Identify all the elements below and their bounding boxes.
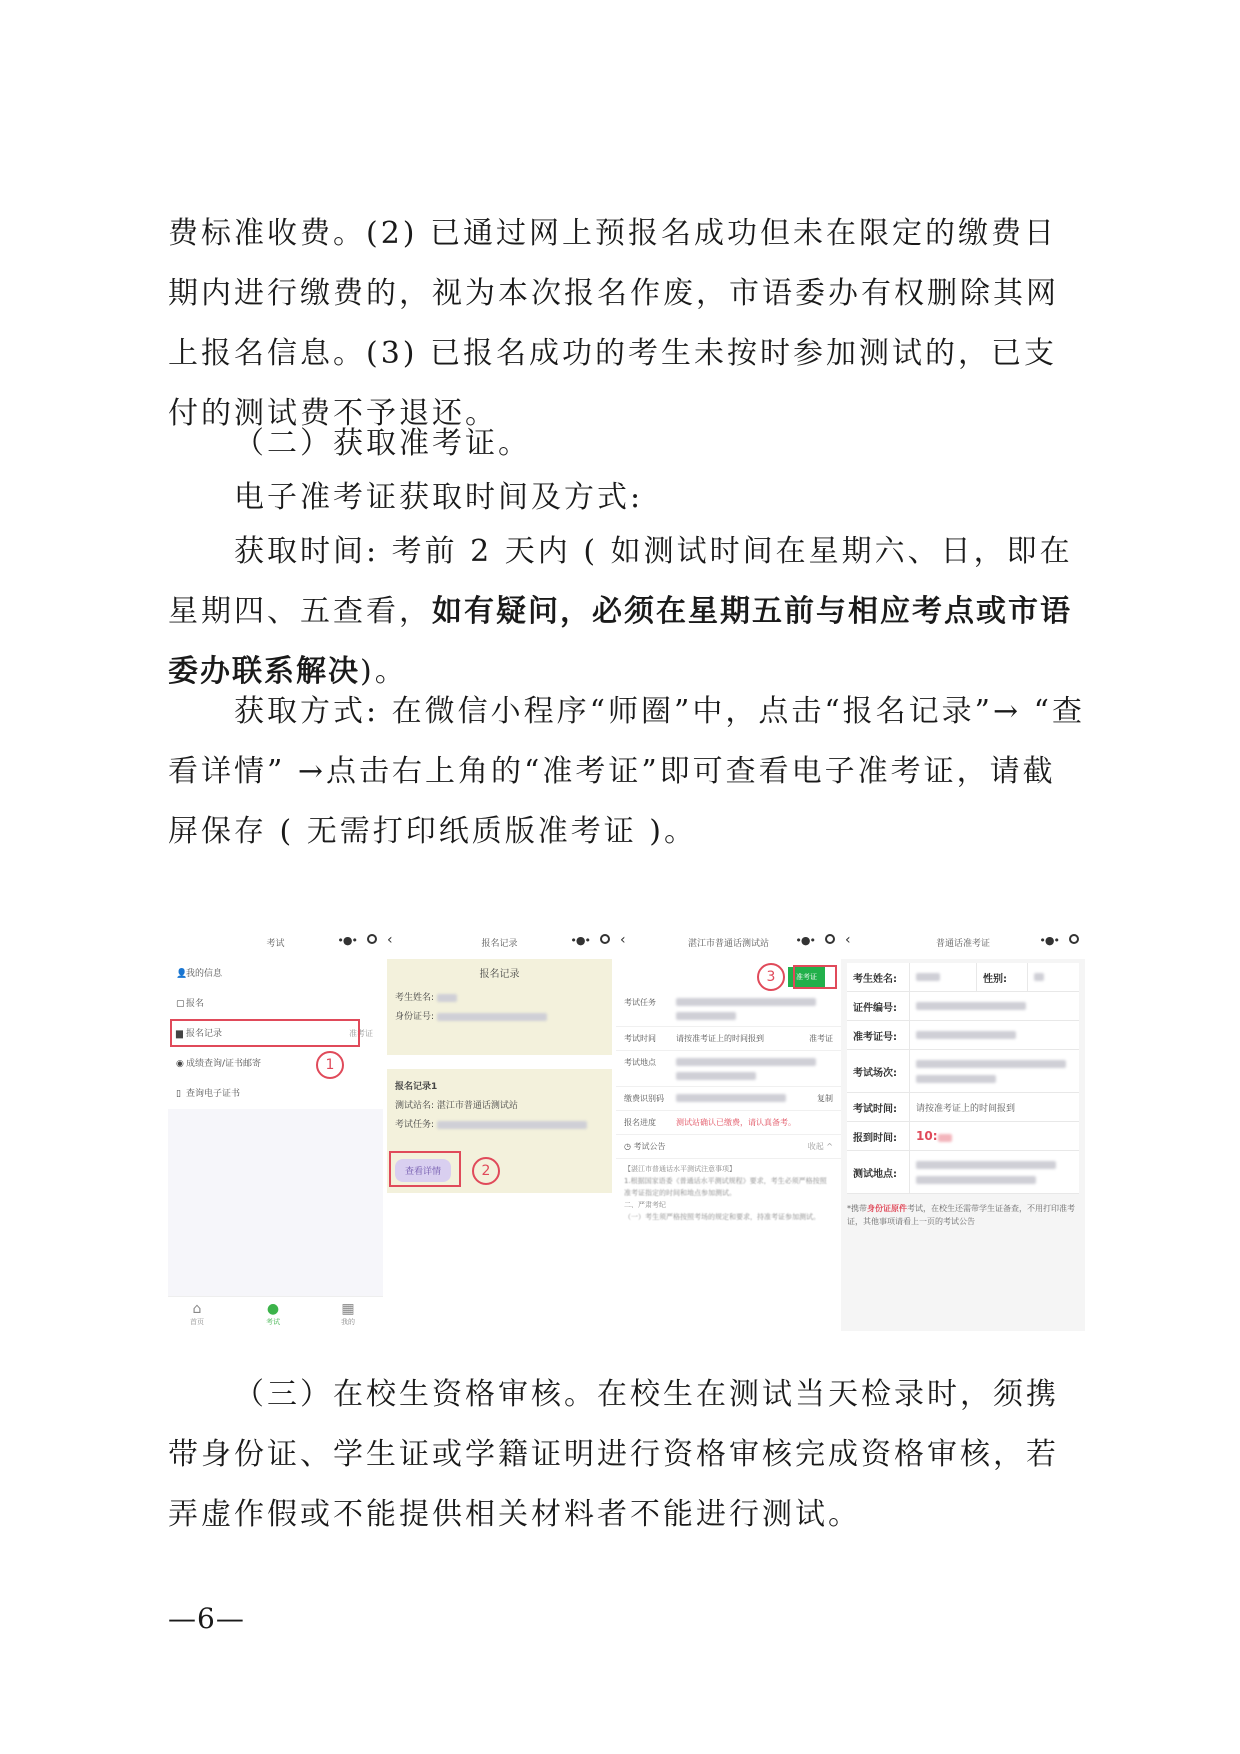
notice-line: 1.根据国家语委《普通话水平测试规程》要求，考生必须严格按照准考证指定的时间和地点参加测试。 (624, 1177, 827, 1197)
admission-ticket-button[interactable]: 准考证 (788, 967, 825, 987)
more-icon[interactable]: •●• (337, 934, 357, 947)
certificate-icon: ▯ (176, 1089, 181, 1099)
paragraph-get-method: 获取方式: 在微信小程序“师圈”中，点击“报名记录”→ “查看详情” →点击右上角的“准考证”即可查看电子准考证，请截屏保存 ( 无需打印纸质版准考证 )。 (168, 694, 1086, 849)
ticket-row-session (847, 1050, 1079, 1093)
nav-bar (841, 925, 1085, 959)
menu-right-hint: 准考证 (349, 1029, 373, 1038)
ticket-value-redacted (916, 1075, 996, 1083)
ticket-label: 考生姓名: (847, 963, 910, 991)
tab-label: 我的 (341, 1318, 355, 1326)
menu-label: 成绩查询/证书邮寄 (186, 1059, 262, 1069)
more-icon[interactable]: •●• (1039, 934, 1059, 947)
ticket-value: 请按准考证上的时间报到 (916, 1103, 1016, 1114)
row-label: 报名进度 (624, 1118, 656, 1127)
view-details-button[interactable]: 查看详情 (395, 1159, 451, 1182)
note-prefix: *携带 (847, 1204, 867, 1213)
card-title: 报名记录 (479, 969, 520, 980)
tab-label: 首页 (190, 1318, 204, 1326)
detail-row-progress (616, 1111, 841, 1135)
home-icon: ⌂ (192, 1301, 202, 1317)
detail-row-payment-code (616, 1087, 841, 1111)
get-time-text: 获取时间: 考前 2 天内 ( 如测试时间在星期六、日，即在星期四、五查看， (168, 534, 1073, 629)
nav-title: 考试 (266, 939, 285, 949)
exam-icon: ● (266, 1301, 280, 1317)
id-value-redacted (437, 1013, 547, 1021)
screenshot-admission-ticket (841, 925, 1085, 1331)
more-icon[interactable]: •●• (795, 934, 815, 947)
note-highlight: 身份证原件 (867, 1204, 907, 1213)
name-value-redacted (437, 994, 457, 1002)
detail-row-task (616, 991, 841, 1027)
ticket-label: 性别: (976, 963, 1028, 991)
tab-label: 考试 (266, 1318, 280, 1326)
notice-label: 考试公告 (633, 1142, 666, 1151)
notice-body (616, 1159, 841, 1227)
back-icon[interactable]: ‹ (387, 932, 393, 948)
step-marker-1: 1 (316, 1051, 344, 1079)
menu-item-my-info[interactable] (168, 959, 383, 989)
notice-line: 【湛江市普通话水平测试注意事项】 (624, 1165, 736, 1173)
nav-bar (383, 925, 616, 959)
nav-bar (616, 925, 841, 959)
ticket-value-redacted (916, 973, 940, 981)
task-value-redacted (437, 1121, 587, 1129)
close-miniprogram-icon[interactable] (825, 934, 835, 944)
menu-item-score-query[interactable] (168, 1049, 383, 1079)
section-heading-get-admission-ticket: （二）获取准考证。 (234, 426, 531, 461)
row-label: 考试地点 (624, 1058, 656, 1067)
ticket-row-id (847, 992, 1079, 1021)
record-title: 报名记录1 (395, 1082, 438, 1092)
eye-icon: ◉ (176, 1059, 184, 1069)
menu-label: 查询电子证书 (186, 1089, 241, 1099)
screenshot-exam-menu (168, 925, 383, 1331)
ticket-row-name (847, 963, 1079, 992)
ticket-row-location (847, 1151, 1079, 1194)
ticket-row-checkin-time (847, 1122, 1079, 1151)
section-student-qualification: （三）在校生资格审核。在校生在测试当天检录时，须携带身份证、学生证或学籍证明进行资格审核完成资格审核，若弄虚作假或不能提供相关材料者不能进行测试。 (168, 1377, 1059, 1532)
row-label: 缴费识别码 (624, 1094, 664, 1103)
highlight-box-records (170, 1019, 360, 1047)
ticket-row-admission-no (847, 1021, 1079, 1050)
ticket-value-redacted (916, 1161, 1056, 1169)
note-text: 考试，在校生还需带学生证备查，不用打印准考证，其他事项请看上一页的考试公告 (847, 1204, 1075, 1226)
row-value-status: 测试站确认已缴费，请认真备考。 (676, 1118, 796, 1127)
row-value: 请按准考证上的时间报到 (676, 1034, 764, 1043)
ticket-label: 考试时间: (847, 1093, 910, 1121)
back-icon[interactable]: ‹ (845, 932, 851, 948)
step-marker-3: 3 (757, 963, 785, 991)
menu-label: 报名 (186, 999, 205, 1009)
registration-record-card (387, 1069, 612, 1193)
ticket-value-redacted (916, 1060, 1066, 1068)
collapse-toggle[interactable]: 收起 ^ (807, 1142, 833, 1151)
task-label: 考试任务: (395, 1120, 435, 1130)
site-label: 测试站名: (395, 1101, 435, 1111)
nav-title: 湛江市普通话测试站 (687, 939, 769, 949)
screenshot-registration-records (383, 925, 616, 1331)
row-value-redacted (676, 1072, 756, 1080)
nav-title: 普通话准考证 (935, 939, 990, 949)
ticket-note (847, 1202, 1079, 1228)
form-icon: ▢ (176, 999, 185, 1009)
close-miniprogram-icon[interactable] (1069, 934, 1079, 944)
page-number: —6— (168, 1602, 245, 1635)
detail-row-time (616, 1027, 841, 1051)
ticket-label: 考试场次: (847, 1050, 910, 1092)
ticket-label: 测试地点: (847, 1151, 910, 1193)
nav-title: 报名记录 (481, 939, 518, 949)
more-icon[interactable]: •●• (570, 934, 590, 947)
ticket-value-redacted (916, 1031, 1016, 1039)
row-value-redacted (676, 1058, 816, 1066)
name-label: 考生姓名: (395, 993, 435, 1003)
row-label: 考试时间 (624, 1034, 656, 1043)
paragraph-ticket-method-intro: 电子准考证获取时间及方式: (234, 480, 644, 515)
step-marker-2: 2 (472, 1157, 500, 1185)
notice-icon: ◷ (624, 1142, 634, 1151)
highlight-box-view-details (389, 1151, 461, 1187)
nav-bar (168, 925, 383, 959)
notice-header[interactable] (616, 1135, 841, 1159)
id-label: 身份证号: (395, 1012, 435, 1022)
highlight-box-ticket (793, 965, 837, 989)
ticket-label: 证件编号: (847, 992, 910, 1020)
tab-mine[interactable] (333, 1301, 363, 1327)
ticket-value: 10: (916, 1129, 938, 1143)
tab-exam[interactable] (258, 1301, 288, 1327)
menu-item-e-certificate[interactable] (168, 1079, 383, 1109)
admission-ticket-table (847, 963, 1079, 1194)
menu-label: 报名记录 (186, 1029, 223, 1039)
get-time-end: )。 (360, 654, 408, 689)
menu-label: 我的信息 (186, 969, 223, 979)
paragraph-fee-rules: 费标准收费。(2) 已通过网上预报名成功但未在限定的缴费日期内进行缴费的，视为本次报名作废，市语委办有权删除其网上报名信息。(3) 已报名成功的考生未按时参加测试的，已支付的测试费不予退还。 (168, 216, 1059, 431)
row-value-redacted (676, 1012, 736, 1020)
tab-home[interactable] (182, 1301, 212, 1327)
ticket-value-redacted (916, 1176, 1036, 1184)
close-miniprogram-icon[interactable] (367, 934, 377, 944)
paragraph-get-time (168, 522, 1088, 702)
ticket-label: 准考证号: (847, 1021, 910, 1049)
screenshot-registration-details (616, 925, 841, 1331)
ticket-value-redacted (938, 1134, 952, 1142)
get-time-bold-note: 如有疑问，必须在星期五前与相应考点或市语委办联系解决 (168, 594, 1072, 689)
row-value-redacted (676, 1094, 786, 1102)
ticket-row-exam-time (847, 1093, 1079, 1122)
tab-bar (168, 1296, 383, 1331)
student-info-card (387, 959, 612, 1055)
row-label: 考试任务 (624, 998, 656, 1007)
ticket-value-redacted (916, 1002, 1026, 1010)
user-icon: 👤 (176, 969, 188, 979)
notice-line: 二、严肃考纪 (624, 1201, 666, 1209)
record-icon: ▆ (176, 1029, 183, 1039)
notice-line: （一）考生须严格按照考场的规定和要求，持准考证参加测试。 (624, 1213, 820, 1221)
copy-button[interactable]: 复制 (817, 1094, 833, 1103)
ticket-value-redacted (1034, 973, 1044, 981)
site-value: 湛江市普通话测试站 (436, 1101, 518, 1111)
wechat-screenshots (168, 925, 1085, 1331)
grid-icon: ▦ (341, 1301, 355, 1317)
back-icon[interactable]: ‹ (620, 932, 626, 948)
menu-item-register[interactable] (168, 989, 383, 1019)
ticket-label: 报到时间: (847, 1122, 910, 1150)
detail-row-location (616, 1051, 841, 1087)
row-action[interactable]: 准考证 (809, 1034, 833, 1043)
close-miniprogram-icon[interactable] (600, 934, 610, 944)
row-value-redacted (676, 998, 816, 1006)
